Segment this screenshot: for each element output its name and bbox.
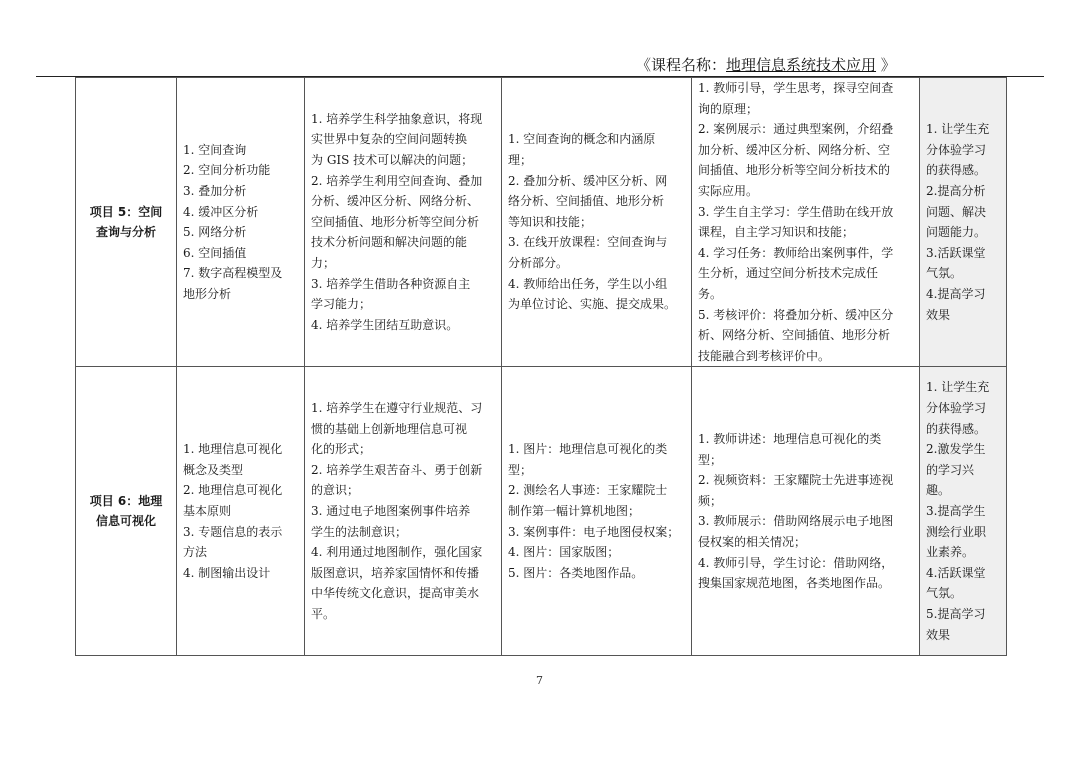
cell-line: 2.提高分析 <box>926 183 986 198</box>
cell-line: 业素养。 <box>926 545 975 560</box>
effects-cell <box>920 78 1007 367</box>
cell-line: 生分析，通过空间分析技术完成任 <box>698 266 879 281</box>
curriculum-table <box>75 77 1007 656</box>
cell-line: 3.提高学生 <box>926 504 986 519</box>
cell-line: 2. 案例展示：通过典型案例，介绍叠 <box>698 122 894 137</box>
ideology-goals-cell <box>305 78 502 367</box>
cell-line: 学生的法制意识； <box>311 524 408 539</box>
cell-line: 分析、缓冲区分析、网络分析、 <box>311 194 480 209</box>
cell-line: 力； <box>311 256 336 271</box>
cell-line: 析、网络分析、空间插值、地形分析 <box>698 328 891 343</box>
cell-line: 平。 <box>311 606 336 621</box>
resources-cell <box>502 78 692 367</box>
cell-line: 4.提高学习 <box>926 286 986 301</box>
cell-line: 制作第一幅计算机地图； <box>508 504 641 519</box>
teaching-methods-cell <box>692 78 920 367</box>
cell-line: 4. 利用通过地图制作，强化国家 <box>311 545 483 560</box>
table-row <box>76 78 1007 367</box>
cell-line: 效果 <box>926 307 951 322</box>
cell-line: 5. 图片：各类地图作品。 <box>508 565 644 580</box>
cell-line: 3. 学生自主学习：学生借助在线开放 <box>698 204 894 219</box>
cell-line: 问题能力。 <box>926 225 987 240</box>
cell-line: 1. 空间查询 <box>183 142 247 157</box>
cell-line: 2. 空间分析功能 <box>183 163 271 178</box>
cell-line: 分体验学习 <box>926 401 987 416</box>
cell-line: 项目 6：地理 <box>89 493 163 508</box>
cell-line: 4. 缓冲区分析 <box>183 204 259 219</box>
effects-cell <box>920 367 1007 656</box>
cell-line: 问题、解决 <box>926 204 987 219</box>
cell-line: 3.活跃课堂 <box>926 245 986 260</box>
cell-line: 测绘行业职 <box>926 524 987 539</box>
cell-line: 1. 教师讲述：地理信息可视化的类 <box>698 431 882 446</box>
project-title-cell <box>76 78 177 367</box>
cell-line: 侵权案的相关情况； <box>698 534 807 549</box>
cell-line: 4. 教师引导，学生讨论：借助网络， <box>698 555 894 570</box>
cell-line: 间插值、地形分析等空间分析技术的 <box>698 163 891 178</box>
cell-line: 4.活跃课堂 <box>926 565 986 580</box>
cell-line: 7. 数字高程模型及 <box>183 266 283 281</box>
cell-line: 5.提高学习 <box>926 606 986 621</box>
cell-line: 1. 培养学生科学抽象意识，将现 <box>311 111 483 126</box>
cell-line: 3. 在线开放课程：空间查询与 <box>508 235 668 250</box>
cell-line: 项目 5：空间 <box>89 204 163 219</box>
cell-line: 方法 <box>183 545 208 560</box>
cell-line: 2.激发学生 <box>926 442 986 457</box>
resources-cell <box>502 367 692 656</box>
cell-line: 询的原理； <box>698 101 759 116</box>
cell-line: 基本原则 <box>183 504 232 519</box>
header-suffix: 》 <box>876 56 896 74</box>
cell-line: 2. 视频资料：王家耀院士先进事迹视 <box>698 473 894 488</box>
cell-line: 1. 让学生充 <box>926 380 990 395</box>
cell-line: 6. 空间插值 <box>183 245 247 260</box>
cell-line: 化的形式； <box>311 442 372 457</box>
cell-line: 4. 学习任务：教师给出案例事件，学 <box>698 245 894 260</box>
cell-line: 3. 通过电子地图案例事件培养 <box>311 504 471 519</box>
cell-line: 5. 考核评价：将叠加分析、缓冲区分 <box>698 307 894 322</box>
cell-line: 技能融合到考核评价中。 <box>698 348 831 363</box>
cell-line: 技术分析问题和解决问题的能 <box>311 235 468 250</box>
cell-line: 4. 培养学生团结互助意识。 <box>311 317 459 332</box>
cell-line: 1. 图片：地理信息可视化的类 <box>508 442 668 457</box>
cell-line: 为 GIS 技术可以解决的问题； <box>311 153 474 168</box>
cell-line: 气氛。 <box>926 586 963 601</box>
content-cell <box>177 367 305 656</box>
cell-line: 趣。 <box>926 483 951 498</box>
page-number: 7 <box>536 674 543 687</box>
table-row <box>76 367 1007 656</box>
cell-line: 的意识； <box>311 483 360 498</box>
cell-line: 气氛。 <box>926 266 963 281</box>
cell-line: 中华传统文化意识，提高审美水 <box>311 586 480 601</box>
cell-line: 2. 培养学生利用空间查询、叠加 <box>311 173 483 188</box>
cell-line: 为单位讨论、实施、提交成果。 <box>508 297 677 312</box>
cell-line: 1. 让学生充 <box>926 122 990 137</box>
cell-line: 的获得感。 <box>926 421 987 436</box>
content-cell <box>177 78 305 367</box>
project-title-cell <box>76 367 177 656</box>
cell-line: 实际应用。 <box>698 183 759 198</box>
cell-line: 1. 教师引导，学生思考，探寻空间查 <box>698 81 894 95</box>
cell-line: 3. 专题信息的表示 <box>183 524 283 539</box>
cell-line: 版图意识，培养家国情怀和传播 <box>311 565 480 580</box>
cell-line: 4. 图片：国家版图； <box>508 545 620 560</box>
cell-line: 分析部分。 <box>508 256 569 271</box>
teaching-methods-cell <box>692 367 920 656</box>
cell-line: 空间插值、地形分析等空间分析 <box>311 214 480 229</box>
cell-line: 型； <box>698 452 723 467</box>
course-name: 地理信息系统技术应用 <box>726 56 877 74</box>
cell-line: 信息可视化 <box>95 514 156 529</box>
cell-line: 型； <box>508 462 533 477</box>
cell-line: 效果 <box>926 627 951 642</box>
cell-line: 的获得感。 <box>926 163 987 178</box>
cell-line: 络分析、空间插值、地形分析 <box>508 194 665 209</box>
cell-line: 分体验学习 <box>926 142 987 157</box>
cell-line: 3. 教师展示：借助网络展示电子地图 <box>698 514 894 529</box>
cell-line: 4. 教师给出任务，学生以小组 <box>508 276 668 291</box>
cell-line: 的学习兴 <box>926 462 975 477</box>
header-prefix: 《课程名称： <box>636 56 727 74</box>
cell-line: 1. 地理信息可视化 <box>183 442 283 457</box>
cell-line: 查询与分析 <box>95 225 156 240</box>
cell-line: 频； <box>698 493 723 508</box>
cell-line: 加分析、缓冲区分析、网络分析、空 <box>698 142 891 157</box>
cell-line: 1. 空间查询的概念和内涵原 <box>508 132 656 147</box>
cell-line: 2. 测绘名人事迹：王家耀院士 <box>508 483 668 498</box>
cell-line: 理； <box>508 153 533 168</box>
cell-line: 搜集国家规范地图，各类地图作品。 <box>698 576 891 591</box>
ideology-goals-cell <box>305 367 502 656</box>
cell-line: 3. 叠加分析 <box>183 183 247 198</box>
cell-line: 实世界中复杂的空间问题转换 <box>311 132 468 147</box>
course-header <box>636 54 896 75</box>
cell-line: 概念及类型 <box>183 462 244 477</box>
cell-line: 学习能力； <box>311 297 372 312</box>
cell-line: 等知识和技能； <box>508 214 593 229</box>
cell-line: 务。 <box>698 286 723 301</box>
cell-line: 2. 地理信息可视化 <box>183 483 283 498</box>
cell-line: 2. 培养学生艰苦奋斗、勇于创新 <box>311 462 483 477</box>
cell-line: 1. 培养学生在遵守行业规范、习 <box>311 401 483 416</box>
cell-line: 惯的基础上创新地理信息可视 <box>311 421 468 436</box>
cell-line: 课程，自主学习知识和技能； <box>698 225 855 240</box>
cell-line: 3. 案例事件：电子地图侵权案； <box>508 524 680 539</box>
cell-line: 4. 制图输出设计 <box>183 565 271 580</box>
cell-line: 3. 培养学生借助各种资源自主 <box>311 276 471 291</box>
cell-line: 5. 网络分析 <box>183 225 247 240</box>
cell-line: 2. 叠加分析、缓冲区分析、网 <box>508 173 668 188</box>
cell-line: 地形分析 <box>183 286 232 301</box>
